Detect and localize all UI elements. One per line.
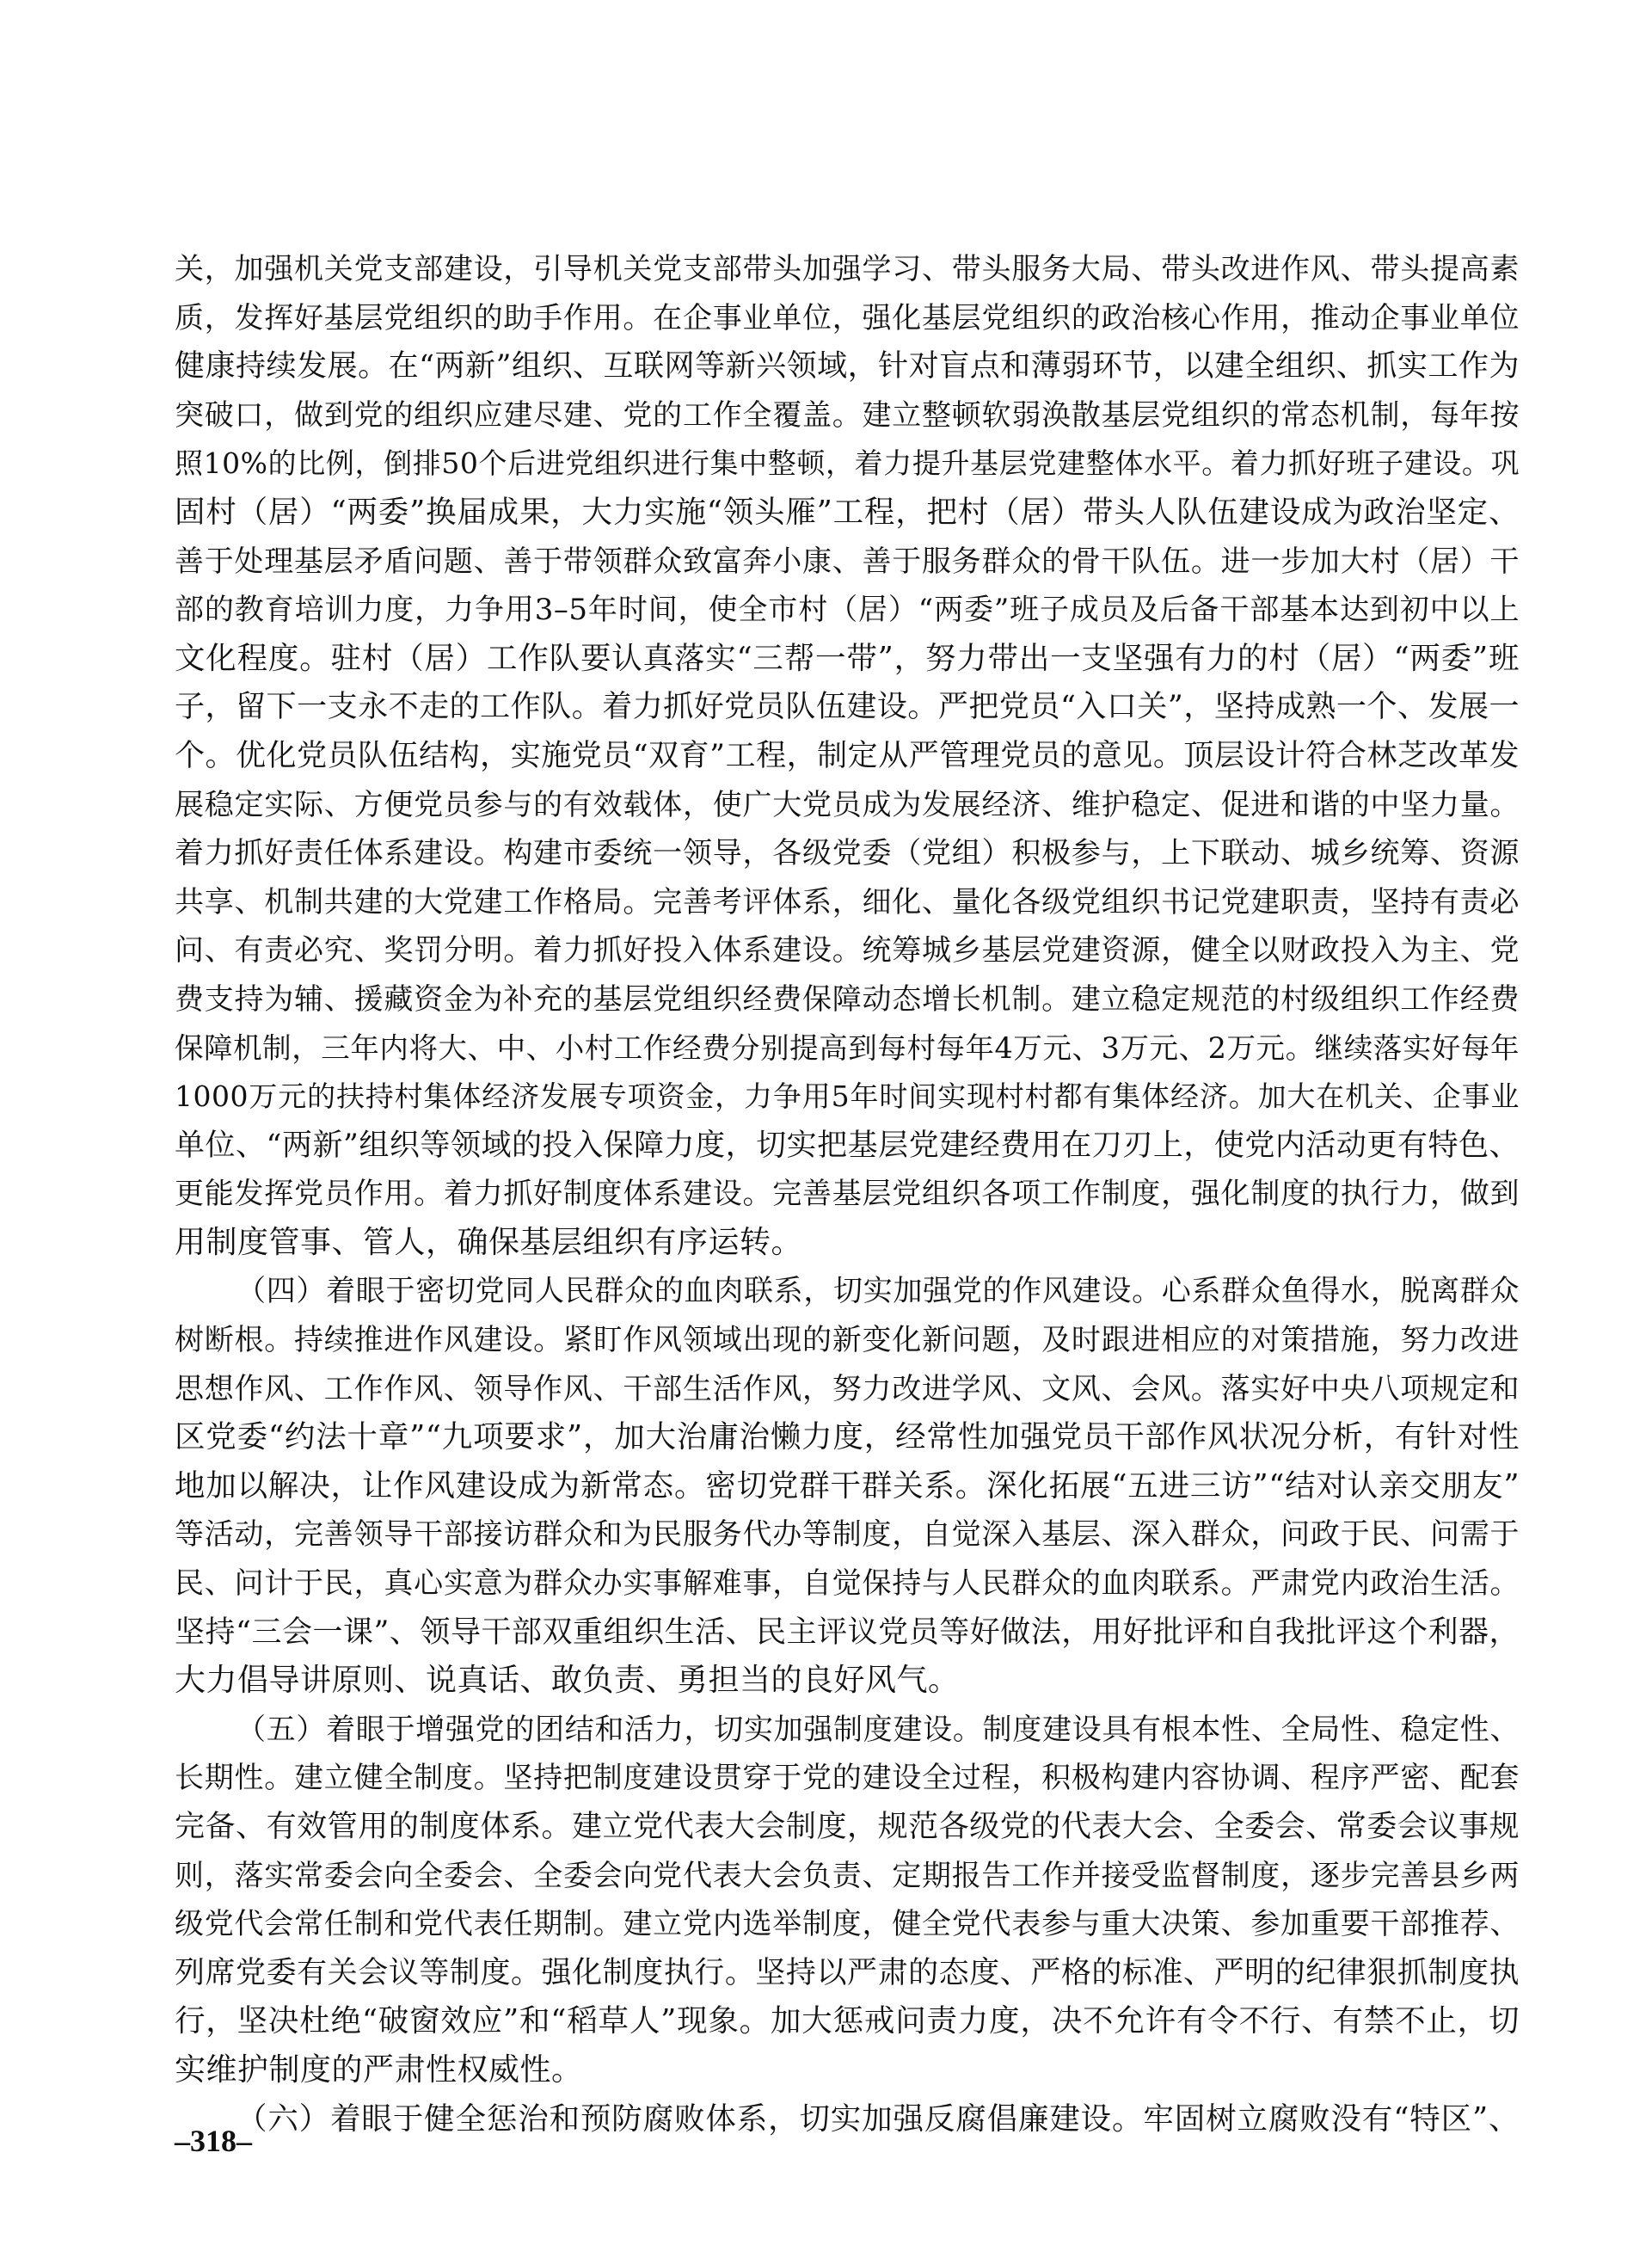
paragraph-start-line: （四）着眼于密切党同人民群众的血肉联系，切实加强党的作风建设。心系群众鱼得水，脱离群众: [236, 1274, 1520, 1309]
text-line: 行，坚决杜绝“破窗效应”和“稻草人”现象。加大惩戒问责力度，决不允许有令不行、有禁不止，切: [175, 2003, 1520, 2039]
text-line: 健康持续发展。在“两新”组织、互联网等新兴领域，针对盲点和薄弱环节，以建全组织、抓实工作为: [175, 349, 1520, 384]
text-line: 着力抓好责任体系建设。构建市委统一领导，各级党委（党组）积极参与，上下联动、城乡统筹、资源: [175, 836, 1520, 871]
text-line: 善于处理基层矛盾问题、善于带领群众致富奔小康、善于服务群众的骨干队伍。进一步加大村（居）干: [175, 544, 1520, 579]
text-line: 级党代会常任制和党代表任期制。建立党内选举制度，健全党代表参与重大决策、参加重要干部推荐、: [175, 1907, 1520, 1942]
body-text: [175, 245, 1520, 2143]
text-line: 完备、有效管用的制度体系。建立党代表大会制度，规范各级党的代表大会、全委会、常委会议事规: [175, 1810, 1520, 1844]
text-line: 质，发挥好基层党组织的助手作用。在企事业单位，强化基层党组织的政治核心作用，推动企事业单位: [175, 300, 1520, 335]
text-line: 地加以解决，让作风建设成为新常态。密切党群干群关系。深化拓展“五进三访”“结对认亲交朋友”: [175, 1467, 1520, 1504]
paragraph-start-line: （六）着眼于健全惩治和预防腐败体系，切实加强反腐倡廉建设。牢固树立腐败没有“特区”、: [236, 2100, 1520, 2137]
text-line: 等活动，完善领导干部接访群众和为民服务代办等制度，自觉深入基层、深入群众，问政于民、问需于: [175, 1517, 1520, 1553]
text-line: 费支持为辅、援藏资金为补充的基层党组织经费保障动态增长机制。建立稳定规范的村级组织工作经费: [175, 981, 1520, 1017]
text-line: 思想作风、工作作风、领导作风、干部生活作风，努力改进学风、文风、会风。落实好中央八项规定和: [175, 1371, 1520, 1406]
text-line: 单位、“两新”组织等领域的投入保障力度，切实把基层党建经费用在刀刃上，使党内活动更有特色、: [175, 1128, 1520, 1163]
text-line: 1000万元的扶持村集体经济发展专项资金，力争用5年时间实现村村都有集体经济。加大在机关、企事业: [175, 1079, 1520, 1114]
text-line: 长期性。建立健全制度。坚持把制度建设贯穿于党的建设全过程，积极构建内容协调、程序严密、配套: [175, 1761, 1520, 1796]
text-line: 共享、机制共建的大党建工作格局。完善考评体系，细化、量化各级党组织书记党建职责，坚持有责必: [175, 884, 1520, 919]
text-line: 突破口，做到党的组织应建尽建、党的工作全覆盖。建立整顿软弱涣散基层党组织的常态机制，每年按: [175, 397, 1520, 433]
page-number: –318–: [175, 2124, 252, 2158]
text-line: 列席党委有关会议等制度。强化制度执行。坚持以严肃的态度、严格的标准、严明的纪律狠抓制度执: [175, 1955, 1520, 1990]
text-line: 区党委“约法十章”“九项要求”，加大治庸治懒力度，经常性加强党员干部作风状况分析，有针对性: [175, 1419, 1520, 1455]
text-line: 子，留下一支永不走的工作队。着力抓好党员队伍建设。严把党员“入口关”，坚持成熟一个、发展一: [175, 690, 1520, 725]
text-line: 个。优化党员队伍结构，实施党员“双育”工程，制定从严管理党员的意见。顶层设计符合林芝改革发: [175, 738, 1520, 773]
text-line: 更能发挥党员作用。着力抓好制度体系建设。完善基层党组织各项工作制度，强化制度的执行力，做到: [175, 1177, 1520, 1212]
text-line: 问、有责必究、奖罚分明。着力抓好投入体系建设。统筹城乡基层党建资源，健全以财政投入为主、党: [175, 933, 1520, 969]
text-line: 保障机制，三年内将大、中、小村工作经费分别提高到每村每年4万元、3万元、2万元。继续落实好每年: [175, 1030, 1520, 1065]
paragraph-start-line: （五）着眼于增强党的团结和活力，切实加强制度建设。制度建设具有根本性、全局性、稳定性、: [236, 1712, 1520, 1747]
text-line: 则，落实常委会向全委会、全委会向党代表大会负责、定期报告工作并接受监督制度，逐步完善县乡两: [175, 1858, 1520, 1893]
text-line: 用制度管事、管人，确保基层组织有序运转。: [175, 1224, 803, 1260]
text-line: 民、问计于民，真心实意为群众办实事解难事，自觉保持与人民群众的血肉联系。严肃党内政治生活。: [175, 1566, 1520, 1602]
text-line: 部的教育培训力度，力争用3–5年时间，使全市村（居）“两委”班子成员及后备干部基本达到初中以上: [175, 593, 1520, 628]
text-line: 固村（居）“两委”换届成果，大力实施“领头雁”工程，把村（居）带头人队伍建设成为政治坚定、: [175, 494, 1520, 530]
text-line: 实维护制度的严肃性权威性。: [175, 2051, 583, 2088]
text-line: 坚持“三会一课”、领导干部双重组织生活、民主评议党员等好做法，用好批评和自我批评这个利器，: [175, 1614, 1520, 1650]
text-line: 关，加强机关党支部建设，引导机关党支部带头加强学习、带头服务大局、带头改进作风、带头提高素: [175, 252, 1520, 286]
text-line: 照10%的比例，倒排50个后进党组织进行集中整顿，着力提升基层党建整体水平。着力抓好班子建设。巩: [175, 446, 1520, 481]
text-line: 展稳定实际、方便党员参与的有效载体，使广大党员成为发展经济、维护稳定、促进和谐的中坚力量。: [175, 787, 1520, 822]
text-line: 树断根。持续推进作风建设。紧盯作风领域出现的新变化新问题，及时跟进相应的对策措施，努力改进: [175, 1323, 1520, 1358]
text-line: 大力倡导讲原则、说真话、敢负责、勇担当的良好风气。: [175, 1663, 960, 1699]
text-line: 文化程度。驻村（居）工作队要认真落实“三帮一带”，努力带出一支坚强有力的村（居）“两委”班: [175, 640, 1520, 676]
